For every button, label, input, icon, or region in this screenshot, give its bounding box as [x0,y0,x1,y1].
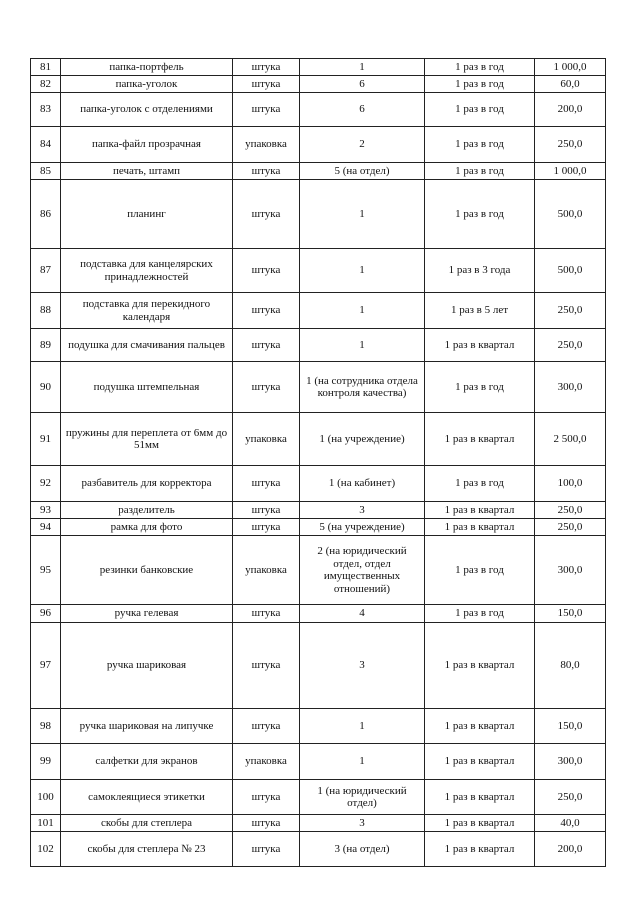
item-name: самоклеящиеся этикетки [61,780,233,815]
item-name: ручка шариковая на липучке [61,709,233,744]
frequency-cell: 1 раз в квартал [425,744,535,780]
table-row [31,466,606,502]
frequency-cell: 1 раз в год [425,605,535,623]
unit-cell: штука [233,362,300,413]
table-row [31,180,606,249]
row-number: 102 [31,832,61,867]
item-name: печать, штамп [61,163,233,180]
table-row [31,329,606,362]
table-row [31,832,606,867]
table-row [31,249,606,293]
quantity-cell: 1 [300,709,425,744]
table-body [31,59,606,867]
quantity-cell: 2 (на юридический отдел, отдел имущественных отношений) [300,536,425,605]
table-row [31,76,606,93]
row-number: 95 [31,536,61,605]
item-name: разделитель [61,502,233,519]
table-row [31,623,606,709]
frequency-cell: 1 раз в квартал [425,519,535,536]
table-row [31,93,606,127]
price-cell: 200,0 [535,832,606,867]
price-cell: 100,0 [535,466,606,502]
row-number: 100 [31,780,61,815]
row-number: 96 [31,605,61,623]
price-cell: 500,0 [535,180,606,249]
item-name: ручка гелевая [61,605,233,623]
row-number: 99 [31,744,61,780]
row-number: 82 [31,76,61,93]
unit-cell: штука [233,502,300,519]
item-name: папка-портфель [61,59,233,76]
item-name: подставка для перекидного календаря [61,293,233,329]
row-number: 81 [31,59,61,76]
item-name: резинки банковские [61,536,233,605]
quantity-cell: 2 [300,127,425,163]
row-number: 83 [31,93,61,127]
table-row [31,502,606,519]
price-cell: 1 000,0 [535,59,606,76]
quantity-cell: 3 (на отдел) [300,832,425,867]
item-name: папка-уголок [61,76,233,93]
price-cell: 250,0 [535,329,606,362]
item-name: папка-файл прозрачная [61,127,233,163]
frequency-cell: 1 раз в квартал [425,709,535,744]
table-row [31,605,606,623]
frequency-cell: 1 раз в год [425,536,535,605]
price-cell: 300,0 [535,362,606,413]
row-number: 90 [31,362,61,413]
frequency-cell: 1 раз в год [425,466,535,502]
table-row [31,519,606,536]
price-cell: 250,0 [535,293,606,329]
quantity-cell: 1 (на кабинет) [300,466,425,502]
frequency-cell: 1 раз в квартал [425,780,535,815]
row-number: 98 [31,709,61,744]
quantity-cell: 1 [300,249,425,293]
item-name: папка-уголок с отделениями [61,93,233,127]
table-row [31,293,606,329]
frequency-cell: 1 раз в квартал [425,832,535,867]
table-row [31,362,606,413]
price-cell: 150,0 [535,709,606,744]
quantity-cell: 4 [300,605,425,623]
price-cell: 1 000,0 [535,163,606,180]
unit-cell: упаковка [233,744,300,780]
quantity-cell: 5 (на отдел) [300,163,425,180]
row-number: 84 [31,127,61,163]
unit-cell: штука [233,59,300,76]
unit-cell: штука [233,709,300,744]
table-row [31,709,606,744]
frequency-cell: 1 раз в квартал [425,329,535,362]
unit-cell: штука [233,466,300,502]
row-number: 91 [31,413,61,466]
unit-cell: штука [233,163,300,180]
quantity-cell: 3 [300,815,425,832]
unit-cell: штука [233,293,300,329]
table-row [31,780,606,815]
table-row [31,163,606,180]
price-cell: 250,0 [535,502,606,519]
unit-cell: штука [233,605,300,623]
quantity-cell: 1 [300,59,425,76]
price-cell: 80,0 [535,623,606,709]
price-cell: 150,0 [535,605,606,623]
price-cell: 2 500,0 [535,413,606,466]
price-cell: 250,0 [535,519,606,536]
quantity-cell: 1 (на сотрудника отдела контроля качества) [300,362,425,413]
table-row [31,127,606,163]
item-name: салфетки для экранов [61,744,233,780]
price-cell: 300,0 [535,744,606,780]
table-row [31,536,606,605]
frequency-cell: 1 раз в 5 лет [425,293,535,329]
unit-cell: штука [233,623,300,709]
unit-cell: штука [233,180,300,249]
document-page [30,58,605,867]
row-number: 101 [31,815,61,832]
row-number: 93 [31,502,61,519]
frequency-cell: 1 раз в год [425,362,535,413]
row-number: 89 [31,329,61,362]
row-number: 94 [31,519,61,536]
quantity-cell: 1 [300,329,425,362]
quantity-cell: 6 [300,93,425,127]
quantity-cell: 1 [300,180,425,249]
frequency-cell: 1 раз в квартал [425,815,535,832]
unit-cell: штука [233,780,300,815]
quantity-cell: 1 (на учреждение) [300,413,425,466]
unit-cell: штука [233,249,300,293]
item-name: рамка для фото [61,519,233,536]
item-name: подушка штемпельная [61,362,233,413]
frequency-cell: 1 раз в год [425,127,535,163]
item-name: подставка для канцелярских принадлежностей [61,249,233,293]
quantity-cell: 3 [300,502,425,519]
row-number: 87 [31,249,61,293]
table-row [31,59,606,76]
price-cell: 40,0 [535,815,606,832]
frequency-cell: 1 раз в год [425,163,535,180]
item-name: пружины для переплета от 6мм до 51мм [61,413,233,466]
table-row [31,744,606,780]
frequency-cell: 1 раз в год [425,93,535,127]
price-cell: 300,0 [535,536,606,605]
frequency-cell: 1 раз в квартал [425,413,535,466]
supplies-table [30,58,606,867]
quantity-cell: 3 [300,623,425,709]
item-name: скобы для степлера [61,815,233,832]
item-name: разбавитель для корректора [61,466,233,502]
row-number: 92 [31,466,61,502]
price-cell: 200,0 [535,93,606,127]
row-number: 97 [31,623,61,709]
unit-cell: упаковка [233,127,300,163]
frequency-cell: 1 раз в год [425,59,535,76]
frequency-cell: 1 раз в год [425,76,535,93]
quantity-cell: 1 [300,744,425,780]
item-name: скобы для степлера № 23 [61,832,233,867]
unit-cell: штука [233,76,300,93]
row-number: 86 [31,180,61,249]
frequency-cell: 1 раз в квартал [425,502,535,519]
frequency-cell: 1 раз в 3 года [425,249,535,293]
unit-cell: штука [233,93,300,127]
row-number: 85 [31,163,61,180]
unit-cell: штука [233,832,300,867]
table-row [31,815,606,832]
item-name: планинг [61,180,233,249]
unit-cell: штука [233,329,300,362]
unit-cell: упаковка [233,413,300,466]
unit-cell: упаковка [233,536,300,605]
quantity-cell: 1 (на юридический отдел) [300,780,425,815]
price-cell: 60,0 [535,76,606,93]
price-cell: 500,0 [535,249,606,293]
quantity-cell: 1 [300,293,425,329]
quantity-cell: 5 (на учреждение) [300,519,425,536]
item-name: ручка шариковая [61,623,233,709]
quantity-cell: 6 [300,76,425,93]
unit-cell: штука [233,815,300,832]
price-cell: 250,0 [535,780,606,815]
row-number: 88 [31,293,61,329]
frequency-cell: 1 раз в квартал [425,623,535,709]
unit-cell: штука [233,519,300,536]
price-cell: 250,0 [535,127,606,163]
frequency-cell: 1 раз в год [425,180,535,249]
item-name: подушка для смачивания пальцев [61,329,233,362]
table-row [31,413,606,466]
